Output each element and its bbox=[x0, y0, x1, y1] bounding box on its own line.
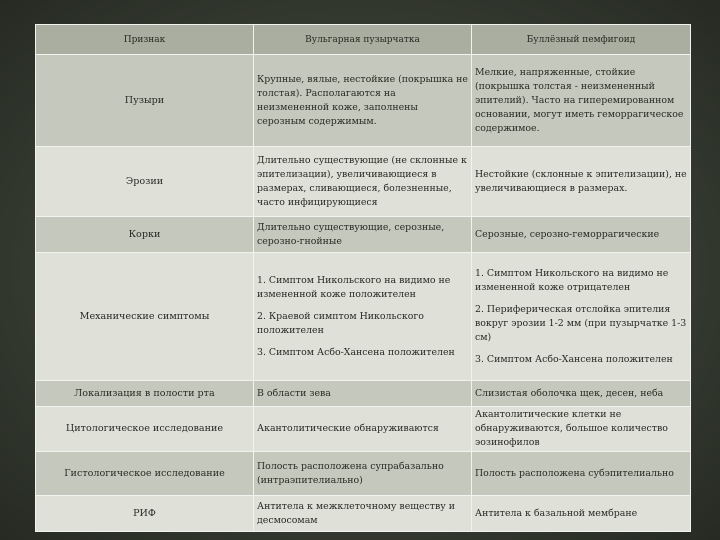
table-row bbox=[36, 452, 691, 496]
vulgar-cell-text: 3. Симптом Асбо-Хансена положителен bbox=[257, 346, 455, 358]
feature-cell: Эрозии bbox=[36, 147, 254, 217]
feature-cell: Локализация в полости рта bbox=[36, 381, 254, 407]
pemphigoid-cell bbox=[472, 452, 691, 496]
pemphigoid-cell-text: Нестойкие (склонные к эпителизации), не увеличивающиеся в размерах. bbox=[475, 168, 687, 194]
vulgar-cell-text: 2. Краевой симптом Никольского положителен bbox=[257, 310, 424, 336]
pemphigoid-cell-text: Серозные, серозно-геморрагические bbox=[475, 228, 660, 240]
pemphigoid-cell bbox=[472, 55, 691, 147]
vulgar-cell bbox=[254, 253, 472, 381]
pemphigoid-cell-text: Акантолитические клетки не обнаруживаются, большое количество эозинофилов bbox=[475, 409, 668, 448]
table-row bbox=[36, 253, 691, 381]
vulgar-cell-text: В области зева bbox=[257, 387, 331, 399]
vulgar-cell bbox=[254, 407, 472, 452]
pemphigoid-cell bbox=[472, 253, 691, 381]
vulgar-cell bbox=[254, 452, 472, 496]
vulgar-cell bbox=[254, 381, 472, 407]
vulgar-cell-text: Длительно существующие (не склонные к эпителизации), увеличивающиеся в размерах, сливающиеся, болезненные, часто инфицирующиеся bbox=[257, 154, 467, 208]
feature-cell: Цитологическое исследование bbox=[36, 407, 254, 452]
table-row bbox=[36, 55, 691, 147]
feature-cell: Гистологическое исследование bbox=[36, 452, 254, 496]
pemphigoid-cell-text: Слизистая оболочка щек, десен, неба bbox=[475, 387, 664, 399]
vulgar-cell bbox=[254, 496, 472, 532]
header-row bbox=[36, 25, 691, 55]
vulgar-cell-text: Антитела к межклеточному веществу и десмосомам bbox=[257, 500, 455, 526]
header-vulgar: Вульгарная пузырчатка bbox=[254, 25, 472, 55]
pemphigoid-cell-text: 3. Симптом Асбо-Хансена положителен bbox=[475, 353, 673, 365]
feature-cell: РИФ bbox=[36, 496, 254, 532]
pemphigoid-cell bbox=[472, 496, 691, 532]
vulgar-cell-text: Полость расположена супрабазально (интраэпителиально) bbox=[257, 460, 444, 486]
pemphigoid-cell bbox=[472, 407, 691, 452]
pemphigoid-cell-text: Антитела к базальной мембране bbox=[475, 507, 638, 519]
vulgar-cell bbox=[254, 55, 472, 147]
header-pemphigoid: Буллёзный пемфигоид bbox=[472, 25, 691, 55]
pemphigoid-cell-text: Мелкие, напряженные, стойкие (покрышка толстая - неизмененный эпителий). Часто на гиперемированном основании, могут иметь геморрагическое содержимое. bbox=[475, 66, 684, 134]
feature-cell: Механические симптомы bbox=[36, 253, 254, 381]
vulgar-cell bbox=[254, 147, 472, 217]
feature-cell: Корки bbox=[36, 217, 254, 253]
table-body bbox=[36, 55, 691, 532]
table-row bbox=[36, 496, 691, 532]
table-row bbox=[36, 407, 691, 452]
comparison-table bbox=[35, 24, 691, 532]
vulgar-cell-text: Длительно существующие, серозные, серозно-гнойные bbox=[257, 221, 445, 247]
pemphigoid-cell bbox=[472, 147, 691, 217]
pemphigoid-cell bbox=[472, 217, 691, 253]
header-feature: Признак bbox=[36, 25, 254, 55]
vulgar-cell-text: Крупные, вялые, нестойкие (покрышка не толстая). Располагаются на неизмененной коже, заполнены серозным содержимым. bbox=[257, 73, 468, 127]
vulgar-cell bbox=[254, 217, 472, 253]
feature-cell: Пузыри bbox=[36, 55, 254, 147]
vulgar-cell-text: Акантолитические обнаруживаются bbox=[257, 423, 439, 434]
pemphigoid-cell-text: Полость расположена субэпителиально bbox=[475, 467, 674, 479]
table-row bbox=[36, 147, 691, 217]
pemphigoid-cell-text: 1. Симптом Никольского на видимо не измененной коже отрицателен bbox=[475, 267, 669, 293]
pemphigoid-cell bbox=[472, 381, 691, 407]
pemphigoid-cell-text: 2. Периферическая отслойка эпителия вокруг эрозии 1-2 мм (при пузырчатке 1-3 см) bbox=[475, 303, 687, 343]
table-row bbox=[36, 381, 691, 407]
vulgar-cell-text: 1. Симптом Никольского на видимо не измененной коже положителен bbox=[257, 274, 451, 300]
table-row bbox=[36, 217, 691, 253]
